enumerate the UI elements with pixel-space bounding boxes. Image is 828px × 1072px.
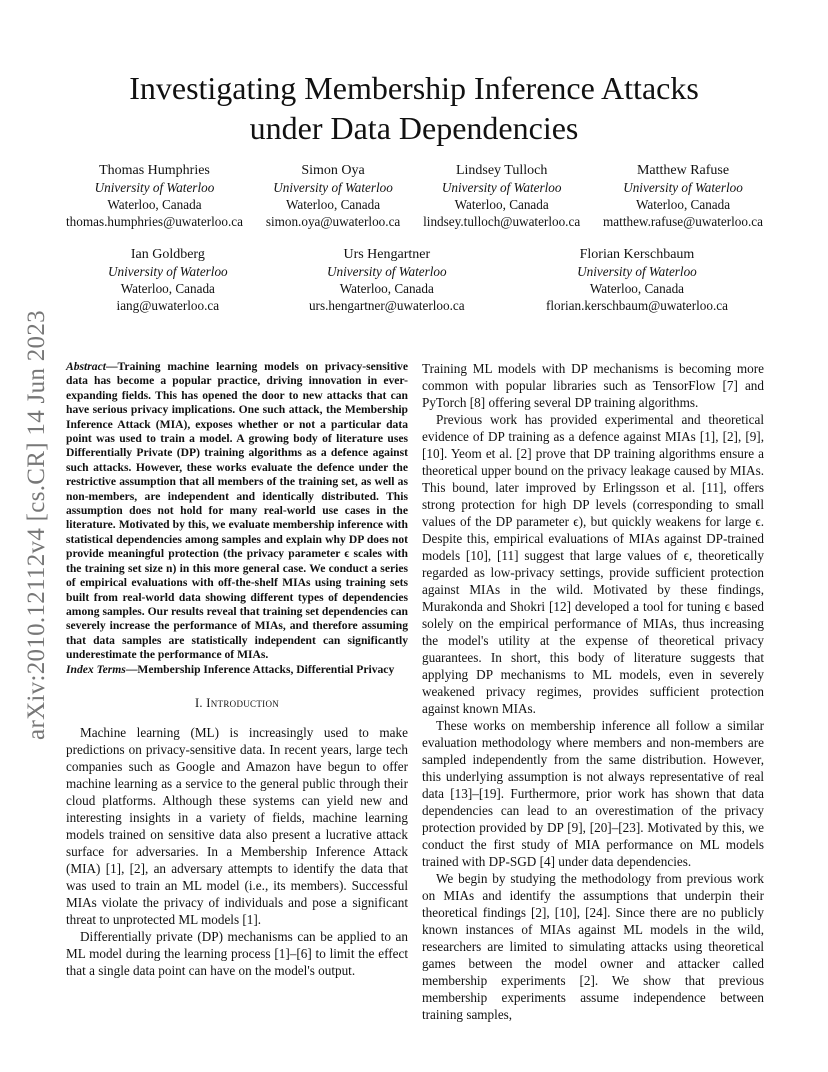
author-block <box>603 162 763 230</box>
paragraph: Differentially private (DP) mechanisms can be applied to an ML model during the learning process [1]–[6] to limit the effect that a single data point can have on the model's output. <box>66 928 408 978</box>
author-email: thomas.humphries@uwaterloo.ca <box>66 214 243 229</box>
paragraph: Training ML models with DP mechanisms is becoming more common with popular libraries such as TensorFlow [7] and PyTorch [8] offering several DP training algorithms. <box>422 361 764 410</box>
index-terms <box>66 663 408 677</box>
author-row-1 <box>66 162 763 230</box>
author-email: iang@uwaterloo.ca <box>116 298 220 313</box>
author-block <box>546 246 728 314</box>
author-name: Lindsey Tulloch <box>455 163 548 178</box>
author-email: urs.hengartner@uwaterloo.ca <box>308 298 465 313</box>
section-number: I. <box>194 695 207 710</box>
author-block <box>423 162 580 230</box>
abstract-text: —Training machine learning models on privacy-sensitive data has become a popular practice, driving innovation in ever-expanding fields. This has opened the door to new attacks that can have serious privacy implications. One such attack, the Membership Inference Attack (MIA), exposes whether or not a particular data point was used to train a model. A growing body of literature uses Differentially Private (DP) training algorithms as a defence against such attacks. However, these works evaluate the defence under the restrictive assumption that all members of the training set, as well as non-members, are independent and identically distributed. This assumption does not hold for many real-world use cases in the literature. Motivated by this, we evaluate membership inference with statistical dependencies among samples and explain why DP does not provide meaningful protection (the privacy parameter ϵ scales with the training set size n) in this more general case. We conduct a series of empirical evaluations with off-the-shelf MIAs using training sets built from real-world data showing different types of dependencies among samples. Our results reveal that training set dependencies can severely increase the performance of MIAs, and therefore assuming that data samples are statistically independent can significantly underestimate the performance of MIAs. <box>66 360 408 662</box>
author-location: Waterloo, Canada <box>635 197 731 212</box>
author-email: matthew.rafuse@uwaterloo.ca <box>603 214 763 229</box>
paragraph: We begin by studying the methodology from previous work on MIAs and identify the assumptions that underpin their theoretical findings [2], [10], [24]. Since there are no publicly known instances of MIAs against ML models in the wild, researchers are limited to simulating attacks using theoretical games between the model owner and attacker called membership experiments [2]. We show that previous membership experiments assume independence between training samples, <box>422 871 764 1022</box>
index-terms-label: Index Terms <box>66 662 126 676</box>
paper-title <box>0 68 828 148</box>
author-name: Simon Oya <box>301 163 365 178</box>
author-block <box>309 246 465 314</box>
paragraph: These works on membership inference all follow a similar evaluation methodology where members and non-members are sampled independently from the same distribution. However, this underlying assumption is not always representative of real data [13]–[19]. Furthermore, prior work has shown that data dependencies can lead to an overestimation of the privacy protection provided by DP [9], [20]–[23]. Motivated by this, we conduct the first study of MIA performance on ML models trained with DP-SGD [4] under data dependencies. <box>422 718 764 869</box>
abstract <box>66 360 408 663</box>
author-location: Waterloo, Canada <box>120 281 215 296</box>
author-affiliation: University of Waterloo <box>441 180 562 195</box>
author-affiliation: University of Waterloo <box>94 180 215 195</box>
arxiv-identifier: arXiv:2010.12112v4 [cs.CR] 14 Jun 2023 <box>23 310 50 740</box>
paragraph: Previous work has provided experimental and theoretical evidence of DP training as a defence against MIAs [1], [2], [9], [10]. Yeom et al. [2] prove that DP training algorithms ensure a theoretical upper bound on the privacy leakage caused by MIAs. This bound, later improved by Erlingsson et al. [11], offers strong protection for high DP levels (corresponding to small values of the DP parameter ϵ), but quickly weakens for large ϵ. Despite this, empirical evaluations of MIAs against DP-trained models [10], [11] suggest that large values of ϵ, theoretically regarded as low-privacy settings, provide sufficient protection against MIAs in the wild. Motivated by these findings, Murakonda and Shokri [12] developed a tool for tuning ϵ based solely on the empirical performance of MIAs, thus increasing the model's utility at the expense of theoretical privacy guarantees. In short, this body of literature suggests that applying DP mechanisms to ML models, even in severely weakened privacy regimes, provides sufficient protection against known MIAs. <box>422 412 764 716</box>
author-block <box>266 162 400 230</box>
index-terms-text: —Membership Inference Attacks, Differential Privacy <box>125 662 395 676</box>
author-location: Waterloo, Canada <box>589 281 685 296</box>
author-affiliation: University of Waterloo <box>623 180 743 195</box>
author-name: Thomas Humphries <box>99 163 210 178</box>
author-location: Waterloo, Canada <box>285 197 381 212</box>
author-email: lindsey.tulloch@uwaterloo.ca <box>423 214 581 229</box>
author-email: simon.oya@uwaterloo.ca <box>265 214 401 229</box>
author-affiliation: University of Waterloo <box>273 180 393 195</box>
author-name: Matthew Rafuse <box>636 163 730 178</box>
author-location: Waterloo, Canada <box>454 197 549 212</box>
author-block <box>66 162 243 230</box>
title-line-2: under Data Dependencies <box>249 110 579 146</box>
author-email: florian.kerschbaum@uwaterloo.ca <box>545 298 728 313</box>
author-location: Waterloo, Canada <box>107 197 202 212</box>
author-affiliation: University of Waterloo <box>108 264 228 279</box>
abstract-label: Abstract <box>66 360 106 373</box>
author-location: Waterloo, Canada <box>339 281 434 296</box>
left-column <box>66 360 408 979</box>
author-affiliation: University of Waterloo <box>577 264 697 279</box>
author-block <box>108 246 228 314</box>
author-name: Urs Hengartner <box>343 247 431 262</box>
right-column <box>422 360 764 1023</box>
section-heading <box>66 695 408 712</box>
author-row-2 <box>108 246 728 314</box>
paragraph: Machine learning (ML) is increasingly used to make predictions on privacy-sensitive data. In recent years, large tech companies such as Google and Amazon have begun to offer machine learning as a service to the general public through their cloud platforms. Although these systems can yield new and interesting insights in a variety of fields, machine learning models trained on sensitive data also present a lucrative attack surface for adversaries. In a Membership Inference Attack (MIA) [1], [2], an adversary attempts to identify the data that was used to train an ML model (i.e., its members). Successful MIAs violate the privacy of individuals and pose a significant threat to unprotected ML models [1]. <box>66 724 408 927</box>
section-title: Introduction <box>206 695 280 710</box>
author-affiliation: University of Waterloo <box>326 264 447 279</box>
author-name: Florian Kerschbaum <box>579 247 695 262</box>
title-line-1: Investigating Membership Inference Attacks <box>129 70 699 106</box>
author-name: Ian Goldberg <box>130 247 205 262</box>
